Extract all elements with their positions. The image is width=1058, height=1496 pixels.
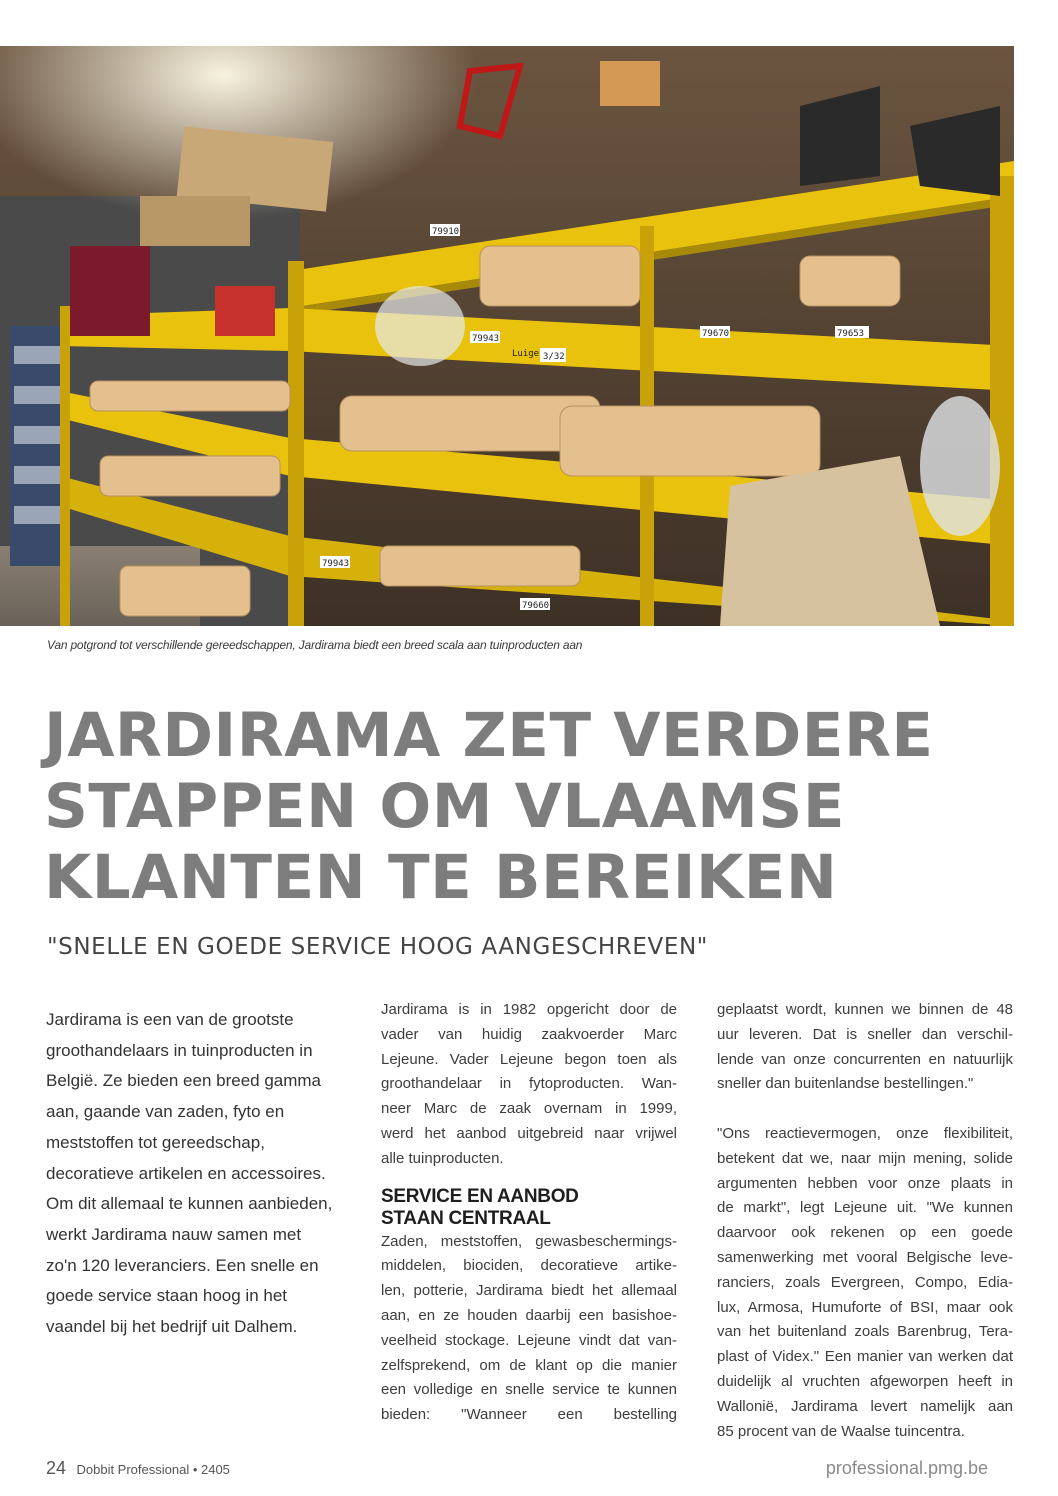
body-line: lux, Armosa, Humuforte of BSI, maar ook (717, 1298, 1013, 1316)
body-column-3 (717, 998, 1013, 1444)
photo-caption: Van potgrond tot verschillende gereedschappen, Jardirama biedt een breed scala aan tuinproducten aan (47, 638, 583, 652)
body-line: samenwerking met vooral Belgische leve- (717, 1248, 1013, 1266)
body-line: van het buitenland zoals Barenbrug, Tera- (717, 1323, 1013, 1341)
intro-line: werkt Jardirama nauw samen met (46, 1224, 302, 1244)
body-line: lende van onze concurrenten en natuurlijk (717, 1050, 1013, 1068)
body-line: Jardirama is in 1982 opgericht door de (381, 1001, 677, 1018)
shelf-label: Luige (512, 349, 540, 359)
website-link[interactable]: professional.pmg.be (825, 1458, 988, 1478)
body-column-2 (381, 998, 677, 1428)
shelf-label: 79943 (472, 334, 500, 344)
body-line: daarvoor ook rekenen op een goede (717, 1224, 1013, 1242)
body-line: geplaatst wordt, kunnen we binnen de 48 (717, 1001, 1013, 1018)
paragraph-gap (717, 1097, 1013, 1122)
article-subtitle: "SNELLE EN GOEDE SERVICE HOOG AANGESCHREVEN" (47, 934, 708, 960)
shelf-label: 79910 (432, 227, 460, 237)
intro-line: Om dit allemaal te kunnen aanbieden, (46, 1194, 333, 1214)
shelf-label: 79670 (702, 329, 730, 339)
body-line: Wallonië, Jardirama levert namelijk aan (717, 1397, 1013, 1415)
body-line: Zaden, meststoffen, gewasbeschermings- (381, 1232, 677, 1250)
body-line: ranciers, zoals Evergreen, Compo, Edia- (717, 1273, 1013, 1291)
body-line: 85 procent van de Waalse tuincentra. (717, 1422, 965, 1440)
body-line: bieden: "Wanneer een bestelling (381, 1406, 677, 1424)
subheading-line: STAAN CENTRAAL (381, 1207, 551, 1229)
section-subheading (381, 1186, 677, 1230)
intro-line: decoratieve artikelen en accessoires. (46, 1163, 326, 1183)
body-line: Lejeune. Vader Lejeune begon toen als (381, 1050, 677, 1068)
intro-line: België. Ze bieden een breed gamma (46, 1071, 322, 1091)
body-line: werd het aanbod uitgebreid naar vrijwel (381, 1124, 677, 1142)
warehouse-shelving-photo (0, 46, 1014, 626)
intro-column (46, 1005, 346, 1343)
body-line: veelheid stockage. Lejeune vindt dat van- (381, 1331, 677, 1349)
shelf-label: 3/32 (543, 352, 565, 362)
body-line: middelen, biociden, decoratieve artike- (381, 1257, 677, 1275)
body-line: groothandelaar in fytoproducten. Wan- (381, 1075, 677, 1093)
body-line: neer Marc de zaak overnam in 1999, (381, 1100, 677, 1118)
shelf-label: 79943 (322, 559, 350, 569)
body-line: betekent dat we, naar mijn mening, solide (717, 1149, 1013, 1167)
body-line: uur leveren. Dat is sneller dan verschil- (717, 1025, 1013, 1043)
body-line: een volledige en snelle service te kunnen (381, 1381, 677, 1399)
body-line: zelfsprekend, om de klant op die manier (381, 1356, 677, 1374)
headline-line: STAPPEN OM VLAAMSE (44, 771, 845, 842)
intro-line: goede service staan hoog in het (46, 1286, 288, 1306)
body-line: alle tuinproducten. (381, 1149, 504, 1167)
page-number: 24 (46, 1458, 67, 1478)
body-line: vader van huidig zaakvoerder Marc (381, 1025, 677, 1043)
intro-line: meststoffen tot gereedschap, (46, 1132, 265, 1152)
intro-line: zo'n 120 leveranciers. Een snelle en (46, 1255, 319, 1275)
intro-line: groothandelaars in tuinproducten in (46, 1040, 313, 1060)
body-line: argumenten hebben voor onze plaats in (717, 1174, 1013, 1192)
intro-line: aan, gaande van zaden, fyto en (46, 1102, 285, 1122)
shelf-label: 79660 (522, 601, 550, 611)
headline-line: KLANTEN TE BEREIKEN (44, 842, 838, 913)
body-line: duidelijk al vruchten afgeworpen heeft in (717, 1372, 1013, 1390)
page-footer (46, 1458, 230, 1479)
body-line: len, potterie, Jardirama biedt het allemaal (381, 1282, 677, 1300)
intro-line: vaandel bij het bedrijf uit Dalhem. (46, 1317, 298, 1337)
article-headline (44, 700, 1024, 913)
body-line: de markt", legt Lejeune uit. "We kunnen (717, 1199, 1013, 1217)
subheading-line: SERVICE EN AANBOD (381, 1185, 579, 1207)
body-line: aan, en ze houden daarbij een basishoe- (381, 1306, 677, 1324)
body-line: "Ons reactievermogen, onze flexibiliteit, (717, 1124, 1013, 1142)
headline-line: JARDIRAMA ZET VERDERE (44, 700, 934, 771)
publication-name: Dobbit Professional • 2405 (76, 1462, 230, 1477)
body-line: sneller dan buitenlandse bestellingen." (717, 1075, 974, 1093)
body-line: plast of Videx." Een manier van werken dat (717, 1348, 1013, 1366)
intro-line: Jardirama is een van de grootste (46, 1010, 294, 1029)
shelf-label: 79653 (837, 329, 865, 339)
